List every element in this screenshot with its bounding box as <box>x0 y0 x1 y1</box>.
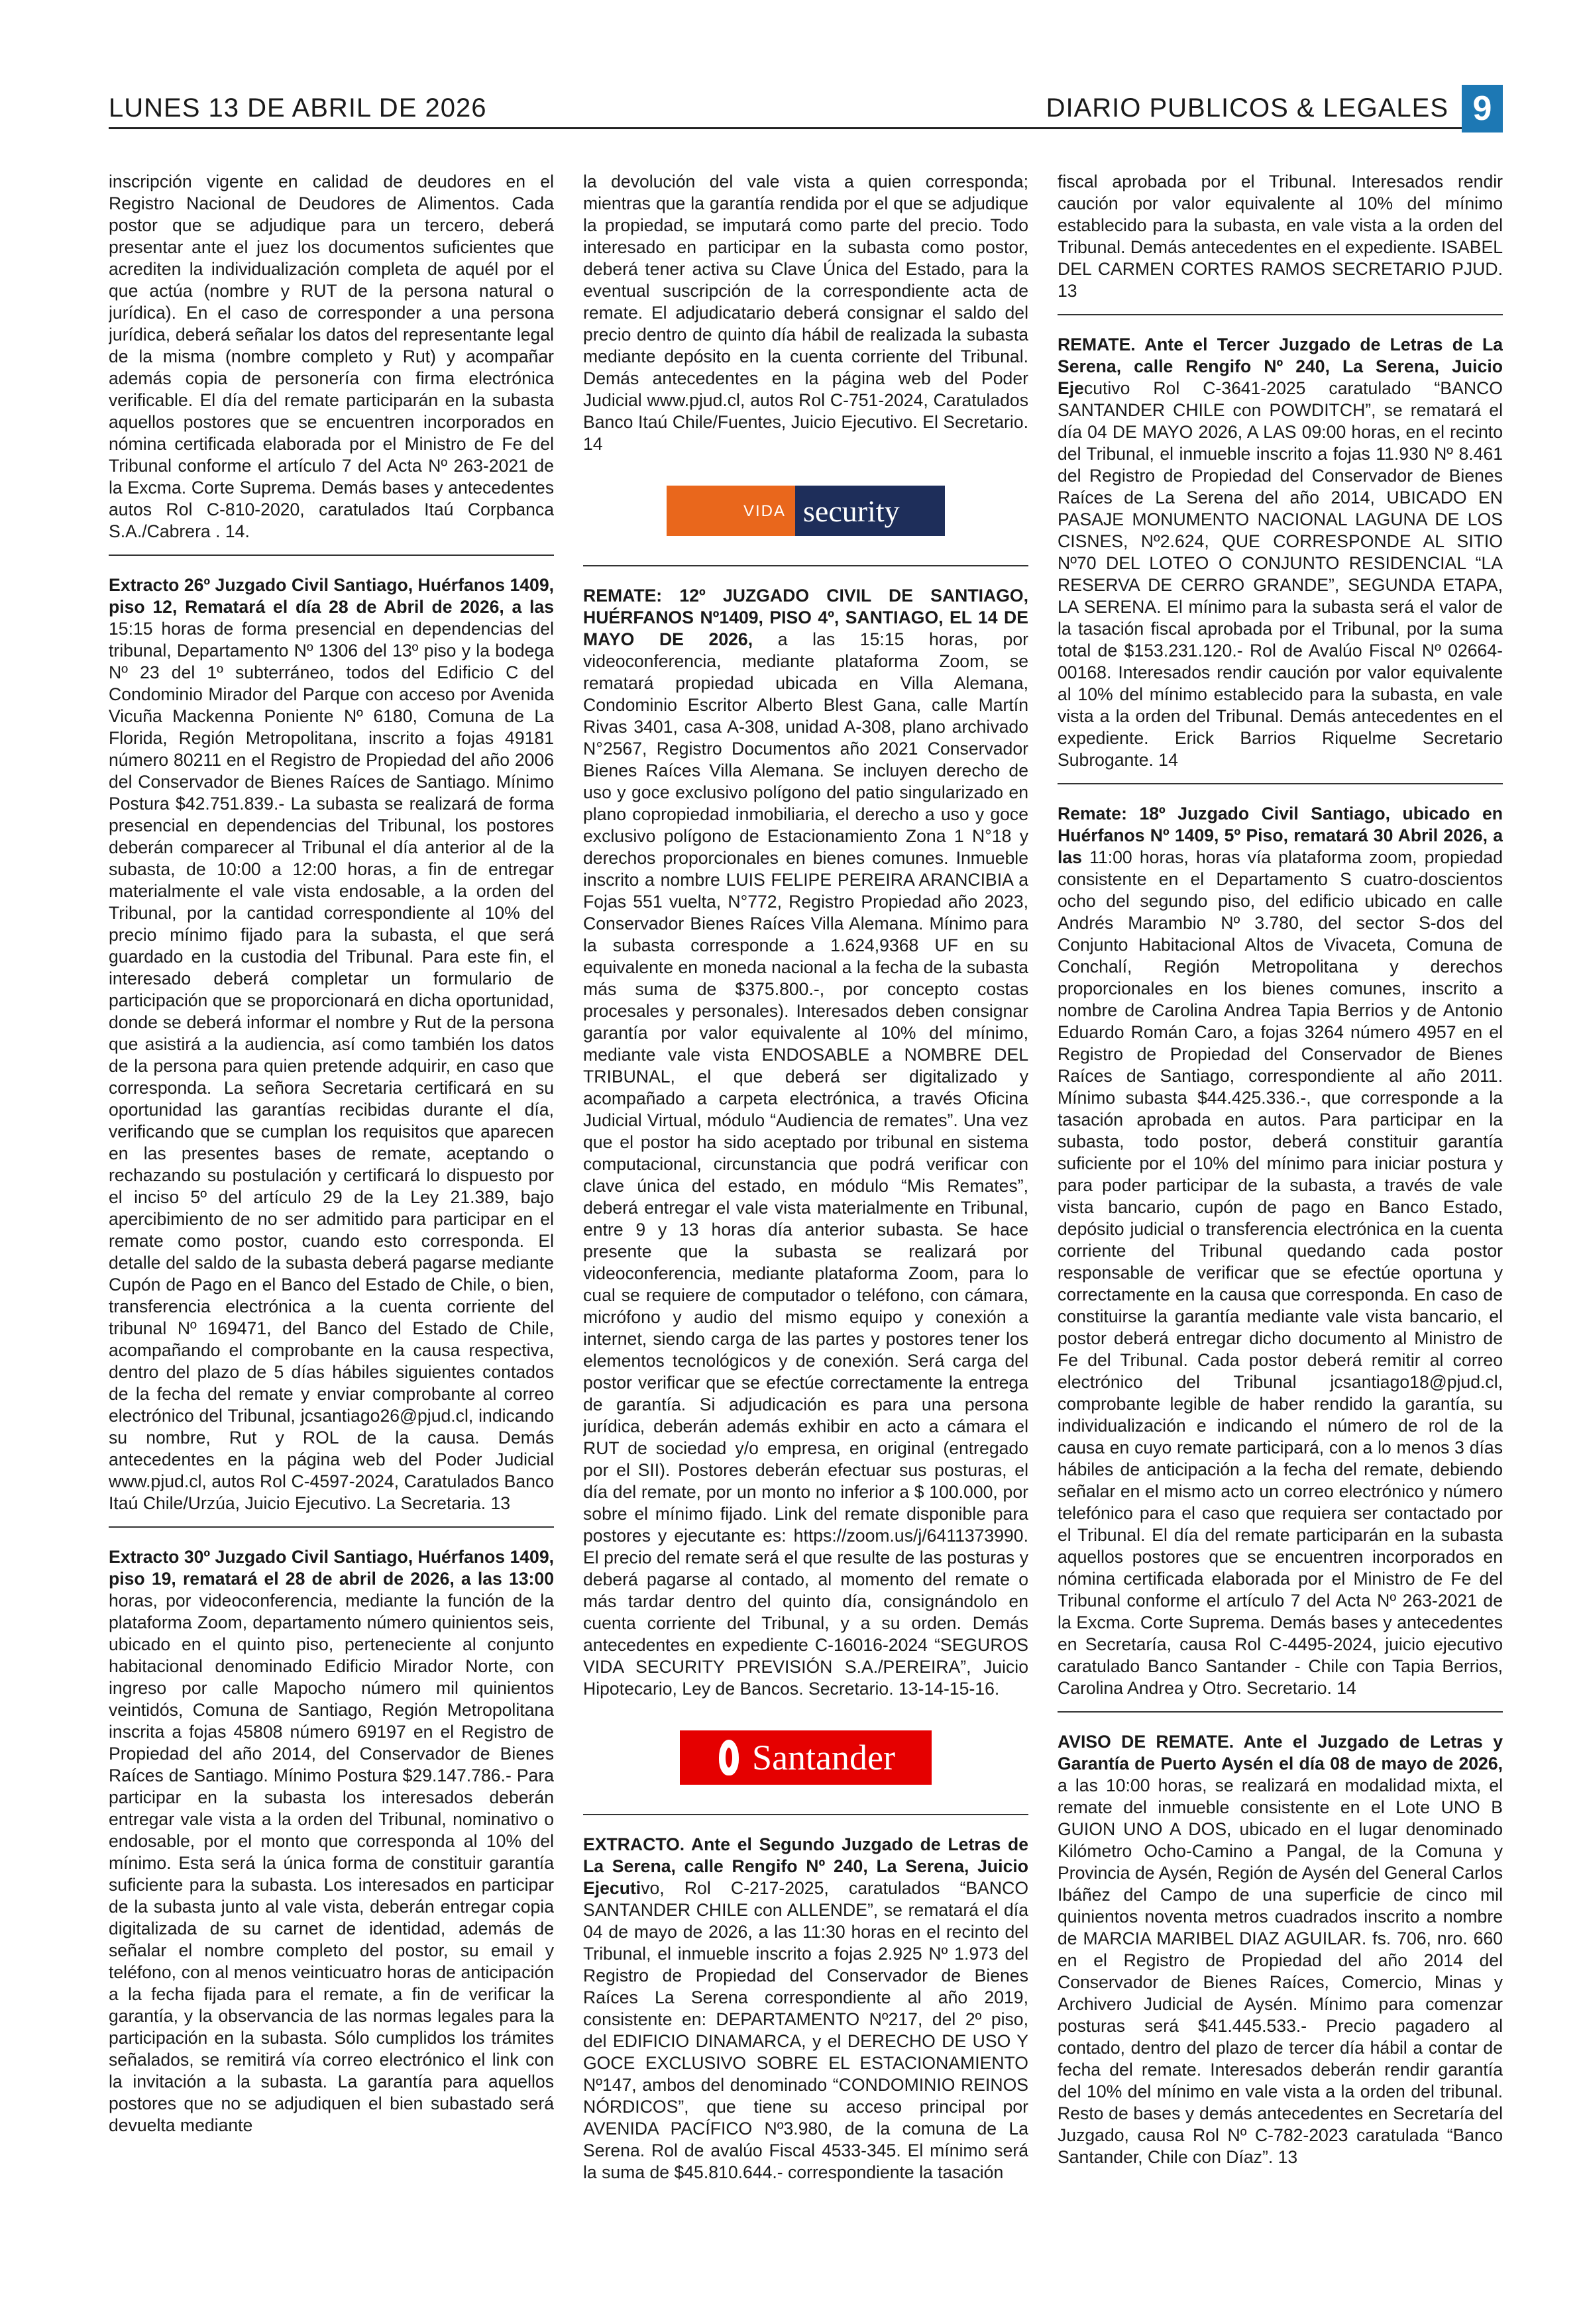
notice-18-juzgado <box>1058 803 1503 1699</box>
newspaper-name: DIARIO PUBLICOS & LEGALES <box>1046 93 1448 123</box>
notice-12-juzgado <box>583 585 1028 1700</box>
notice-tercer-juzgado-la-serena <box>1058 334 1503 771</box>
notice-body: cutivo Rol C-3641-2025 caratulado “BANCO SANTANDER CHILE con POWDITCH”, se rematará el día 04 DE MAYO 2026, A LAS 09:00 horas, en el recinto del Tribunal, el inmueble inscrito a fojas 11.930 Nº 8.461 del Registro de Propiedad del Conservador de Bienes Raíces de La Serena del año 2014, UBICADO EN PASAJE MONUMENTO NACIONAL LAGUNA DE LOS CISNES, Nº2.624, QUE CORRESPONDE AL SITIO Nº70 DEL LOTEO O CONJUNTO RESIDENCIAL “LA RESERVA DE CERRO GRANDE”, SEGUNDA ETAPA, LA SERENA. El mínimo para la subasta será el valor de la tasación fiscal aprobada por el Tribunal, por la suma total de $153.231.120.- Rol de Avalúo Fiscal Nº 02664-00168. Interesados rendir caución por valor equivalente al 10% del mínimo establecido para la subasta, en vale vista a la orden del Tribunal. Demás antecedentes en el expediente. Erick Barrios Riquelme Secretario Subrogante. 14 <box>1058 378 1503 770</box>
security-logo-text: security <box>795 486 945 536</box>
notice-body: vo, Rol C-217-2025, caratulados “BANCO SANTANDER CHILE con ALLENDE”, se rematará el día 04 de mayo de 2026, a las 11:30 horas en el recinto del Tribunal, el inmueble inscrito a fojas 2.925 Nº 1.973 del Registro de Propiedad del Conservador de Bienes Raíces La Serena correspondiente al año 2019, consistente en: DEPARTAMENTO Nº217, del 2º piso, del EDIFICIO DINAMARCA, y el DERECHO DE USO Y GOCE EXCLUSIVO SOBRE EL ESTACIONAMIENTO Nº147, ambos del denominado “CONDOMINIO REINOS NÓRDICOS”, que tiene su acceso principal por AVENIDA PACÍFICO Nº3.980, de la comuna de La Serena. Rol de avalúo Fiscal 4533-345. El mínimo será la suma de $45.810.644.- correspondiente la tasación <box>583 1878 1028 2182</box>
notice-title: AVISO DE REMATE. Ante el Juzgado de Letras y Garantía de Puerto Aysén el día 08 de mayo de 2026, <box>1058 1732 1503 1773</box>
notice-title: REMATE: 12º JUZGADO CIVIL DE SANTIAGO, HUÉRFANOS Nº1409, PISO 4º, SANTIAGO, EL 14 DE MAYO DE 2026, <box>583 586 1028 649</box>
notice-title: EXTRACTO. Ante el Segundo Juzgado de Letras de La Serena, calle Rengifo Nº 240, La Serena, Juicio Ejecuti <box>583 1834 1028 1898</box>
santander-ad <box>583 1730 1028 1785</box>
notice-divider <box>583 565 1028 566</box>
notice-title: Remate: 18º Juzgado Civil Santiago, ubicado en Huérfanos Nº 1409, 5º Piso, rematará 30 Abril 2026, a las <box>1058 804 1503 867</box>
notice-continued: la devolución del vale vista a quien corresponda; mientras que la garantía rendida por el que se adjudique la propiedad, se imputará como parte del precio. Todo interesado en participar en la subasta como postor, deberá tener activa su Clave Única del Estado, para la eventual suscripción de la correspondiente acta de remate. El adjudicatario deberá consignar el saldo del precio dentro de quinto día hábil de realizada la subasta mediante depósito en la cuenta corriente del Tribunal. Demás antecedentes en la página web del Poder Judicial www.pjud.cl, autos Rol C-751-2024, Caratulados Banco Itaú Chile/Fuentes, Juicio Ejecutivo. El Secretario. 14 <box>583 172 1028 454</box>
notice-title: Extracto 26º Juzgado Civil Santiago, Huérfanos 1409, piso 12, Rematará el día 28 de Abril de 2026, a las <box>109 575 554 617</box>
column-3 <box>1058 171 1503 2278</box>
notice-continued: fiscal aprobada por el Tribunal. Interesados rendir caución por valor equivalente al 10% del mínimo establecido para la subasta, en vale vista a la orden del Tribunal. Demás antecedentes en el expediente. ISABEL DEL CARMEN CORTES RAMOS SECRETARIO PJUD. 13 <box>1058 172 1503 301</box>
notice-divider <box>109 555 554 556</box>
issue-date: LUNES 13 DE ABRIL DE 2026 <box>109 93 487 123</box>
notice-body: a las 10:00 horas, se realizará en modalidad mixta, el remate del inmueble consistente en el Lote UNO B GUION UNO A DOS, ubicado en el lugar denominado Kilómetro Ocho-Camino a Pangal, de la Comuna y Provincia de Aysén, Región de Aysén del General Carlos Ibáñez del Campo de una superficie de cinco mil quinientos noventa metros cuadrados inscrito a nombre de MARCIA MARIBEL DIAZ AGUILAR. fs. 706, nro. 660 en el Registro de Propiedad del año 2014 del Conservador de Bienes Raíces, Comercio, Minas y Archivero Judicial de Aysén. Mínimo para comenzar posturas será $41.445.533.- Precio pagadero al contado, dentro del plazo de tercer día hábil a contar de fecha del remate. Interesados deberán rendir garantía del 10% del mínimo en vale vista a la orden del tribunal. Resto de bases y demás antecedentes en Secretaría del Juzgado, causa Rol Nº C-782-2023 caratulada “Banco Santander, Chile con Díaz”. 13 <box>1058 1775 1503 2167</box>
notice-body: 15:15 horas de forma presencial en dependencias del tribunal, Departamento Nº 1306 del 13º piso y la bodega Nº 23 del 1º subterráneo, todos del Edificio C del Condominio Mirador del Parque con acceso por Avenida Vicuña Mackenna Poniente Nº 6180, Comuna de La Florida, Región Metropolitana, inscrito a fojas 49181 número 80211 en el Registro de Propiedad del año 2006 del Conservador de Bienes Raíces de Santiago. Mínimo Postura $42.751.839.- La subasta se realizará de forma presencial en dependencias del Tribunal, los postores deberán comparecer al Tribunal el día anterior al de la subasta, de 10:00 a 12:00 horas, a fin de entregar materialmente el vale vista endosable, a la orden del Tribunal, por la cantidad correspondiente al 10% del precio mínimo fijado para la subasta, el que será guardado en la custodia del Tribunal. Para este fin, el interesado deberá completar un formulario de participación que se proporcionará en dicha oportunidad, donde se deberá informar el nombre y Rut de la persona que asistirá a la audiencia, así como también los datos de la persona para quien pretende adquirir, en caso que corresponda. La señora Secretaria certificará en su oportunidad las garantías recibidas durante el día, verificando que se cumplan los requisitos que aparecen en las presentes bases de remate, aceptando o rechazando su postulación y certificará lo dispuesto por el inciso 5º del artículo 29 de la Ley 21.389, bajo apercibimiento de no ser admitido para participar en el remate como postor, cuando esto corresponda. El detalle del saldo de la subasta deberá pagarse mediante Cupón de Pago en el Banco del Estado de Chile, o bien, transferencia electrónica a la cuenta corriente del tribunal Nº 169471, del Banco del Estado de Chile, acompañando el comprobante en la causa respectiva, dentro del plazo de 5 días hábiles siguientes contados de la fecha del remate y enviar comprobante al correo electrónico del Tribunal, jcsantiago26@pjud.cl, indicando su nombre, Rut y ROL de la causa. Demás antecedentes en la página web del Poder Judicial www.pjud.cl, autos Rol C-4597-2024, Caratulados Banco Itaú Chile/Urzúa, Juicio Ejecutivo. La Secretaria. 13 <box>109 619 554 1513</box>
notice-divider <box>1058 783 1503 784</box>
column-1 <box>109 171 554 2278</box>
vida-security-logo <box>667 486 945 536</box>
column-2 <box>583 171 1028 2278</box>
notice-body: a las 15:15 horas, por videoconferencia, mediante plataforma Zoom, se rematará propiedad ubicada en Villa Alemana, Condominio Escritor Alberto Blest Gana, calle Martín Rivas 3401, casa A-308, unidad A-308, plano archivado N°2567, Registro Documentos año 2021 Conservador Bienes Raíces Villa Alemana. Se incluyen derecho de uso y goce exclusivo polígono del patio singularizado en plano copropiedad inmobiliaria, el derecho a uso y goce exclusivo polígono de Estacionamiento Zona 1 N°18 y derechos proporcionales en bienes comunes. Inmueble inscrito a nombre LUIS FELIPE PEREIRA ARANCIBIA a Fojas 551 vuelta, N°772, Registro Propiedad año 2023, Conservador Bienes Raíces Villa Alemana. Mínimo para la subasta corresponde a 1.624,9368 UF en su equivalente en moneda nacional a la fecha de la subasta más suma de $375.800.-, por concepto costas procesales y personales). Interesados deben consignar garantía por valor equivalente al 10% del mínimo, mediante vale vista ENDOSABLE a NOMBRE DEL TRIBUNAL, el que deberá ser digitalizado y acompañado a carpeta electrónica, a través Oficina Judicial Virtual, módulo “Audiencia de remates”. Una vez que el postor ha sido aceptado por tribunal en sistema computacional, circunstancia que podrá verificar con clave única del estado, en módulo “Mis Remates”, deberá entregar el vale vista materialmente en Tribunal, entre 9 y 13 horas día anterior subasta. Se hace presente que la subasta se realizará por videoconferencia, mediante plataforma Zoom, para lo cual se requiere de computador o teléfono, con cámara, micrófono y audio del mismo equipo y conexión a internet, siendo carga de las partes y postores tener los elementos tecnológicos y de conexión. Será carga del postor verificar que se efectúe correctamente la entrega de garantía. Si adjudicación es para una persona jurídica, deberán además exhibir en acto a cámara el RUT de sociedad y/o empresa, en original (entregado por el SII). Postores deberán efectuar sus posturas, el día del remate, por un monto no inferior a $ 100.000, por sobre el mínimo fijado. Link del remate disponible para postores y ejecutante es: https://zoom.us/j/6411373990. El precio del remate será el que resulte de las posturas y deberá pagarse al contado, al momento del remate o más tardar dentro del quinto día, consignándolo en cuenta corriente del Tribunal, y a su orden. Demás antecedentes en expediente C-16016-2024 “SEGUROS VIDA SECURITY PREVISIÓN S.A./PEREIRA”, Juicio Hipotecario, Ley de Bancos. Secretario. 13-14-15-16. <box>583 629 1028 1699</box>
notice-30-juzgado <box>109 1546 554 2137</box>
page-header <box>109 86 1503 129</box>
notice-body: 11:00 horas, horas vía plataforma zoom, propiedad consistente en el Departamento S cuatro-doscientos ocho del segundo piso, del edificio ubicado en calle Andrés Marambio Nº 3.780, del sector S-dos del Conjunto Habitacional Altos de Vivaceta, Comuna de Conchalí, Región Metropolitana y derechos proporcionales en los bienes comunes, inscrito a nombre de Carolina Andrea Tapia Berrios y de Antonio Eduardo Román Caro, a fojas 3264 número 4957 en el Registro de Propiedad del Conservador de Bienes Raíces de Santiago, correspondiente al año 2011. Mínimo subasta $44.425.336.-, que corresponde a la tasación aprobada en autos. Para participar en la subasta, todo postor, deberá constituir garantía suficiente por el 10% del mínimo para iniciar postura y para poder participar de la subasta, a través de vale vista bancario, cupón de pago en Banco Estado, depósito judicial o transferencia electrónica en la cuenta corriente del Tribunal quedando cada postor responsable de verificar que se efectúe oportuna y correctamente en la causa que corresponda. En caso de constituirse la garantía mediante vale vista bancario, el postor deberá entregar dicho documento al Ministro de Fe del Tribunal. Cada postor deberá remitir al correo electrónico del Tribunal jcsantiago18@pjud.cl, comprobante legible de haber rendido la garantía, su individualización e indicando el número de rol de la causa en cuyo remate participará, con a lo menos 3 días hábiles de anticipación a la fecha del remate, debiendo señalar en el mismo acto un correo electrónico y número telefónico para el caso que requiera ser contactado por el Tribunal. El día del remate participarán en la subasta aquellos postores que se encuentren incorporados en nómina certificada elaborada por el Ministro de Fe del Tribunal conforme el artículo 7 del Acta Nº 263-2021 de la Excma. Corte Suprema. Demás bases y antecedentes en Secretaría, causa Rol C-4495-2024, juicio ejecutivo caratulado Banco Santander - Chile con Tapia Berrios, Carolina Andrea y Otro. Secretario. 14 <box>1058 847 1503 1698</box>
notice-26-juzgado <box>109 574 554 1514</box>
notice-divider <box>109 1526 554 1528</box>
vida-security-ad <box>583 486 1028 536</box>
notice-divider <box>1058 314 1503 315</box>
notice-body: horas, por videoconferencia, mediante la función de la plataforma Zoom, departamento número quinientos seis, ubicado en el quinto piso, perteneciente al conjunto habitacional denominado Edificio Mirador Norte, con ingreso por calle Mapocho número mil quinientos veintidós, Comuna de Santiago, Región Metropolitana inscrita a fojas 45808 número 69197 en el Registro de Propiedad del año 2014, del Conservador de Bienes Raíces de Santiago. Mínimo Postura $29.147.786.- Para participar en la subasta los interesados deberán entregar vale vista a la orden del Tribunal, nominativo o endosable, por el monto que corresponda al 10% del mínimo. Esta será la única forma de constituir garantía suficiente para la subasta. Los interesados en participar de la subasta junto al vale vista, deberán entregar copia digitalizada de su carnet de identidad, además de señalar el nombre completo del postor, su email y teléfono, con al menos veinticuatro horas de anticipación a la fecha fijada para el remate, a fin de verificar la garantía, y la observancia de las normas legales para la participación en la subasta. Sólo cumplidos los trámites señalados, se remitirá vía correo electrónico el link con la invitación a la subasta. La garantía para aquellos postores que no se adjudiquen el bien subastado será devuelta mediante <box>109 1591 554 2135</box>
page-number: 9 <box>1462 85 1503 132</box>
santander-flame-icon <box>716 1740 741 1775</box>
notice-continued: inscripción vigente en calidad de deudores en el Registro Nacional de Deudores de Alimentos. Cada postor que se adjudique para un tercero, deberá presentar ante el juez los documentos suficientes que acrediten la individualización completa de aquél por el que actúa (nombre y RUT de la persona natural o jurídica). En el caso de corresponder a una persona jurídica, deberá señalar los datos del representante legal de la misma (nombre completo y Rut) y acompañar además copia de personería con firma electrónica verificable. El día del remate participarán en la subasta aquellos postores que se encuentren incorporados en nómina certificada elaborada por el Ministro de Fe del Tribunal conforme el artículo 7 del Acta Nº 263-2021 de la Excma. Corte Suprema. Demás bases y antecedentes autos Rol C-810-2020, caratulados Itaú Corpbanca S.A./Cabrera . 14. <box>109 172 554 541</box>
santander-logo <box>680 1730 932 1785</box>
santander-logo-text: Santander <box>752 1737 895 1777</box>
vida-logo-text: VIDA <box>667 486 795 536</box>
notice-puerto-aysen <box>1058 1731 1503 2168</box>
notice-title: Extracto 30º Juzgado Civil Santiago, Huérfanos 1409, piso 19, rematará el 28 de abril de 2026, a las 13:00 <box>109 1547 554 1589</box>
notice-title: REMATE. Ante el Tercer Juzgado de Letras de La Serena, calle Rengifo Nº 240, La Serena, Juicio Eje <box>1058 335 1503 398</box>
notice-divider <box>583 1814 1028 1815</box>
notice-divider <box>1058 1711 1503 1713</box>
notice-segundo-juzgado-la-serena <box>583 1834 1028 2184</box>
